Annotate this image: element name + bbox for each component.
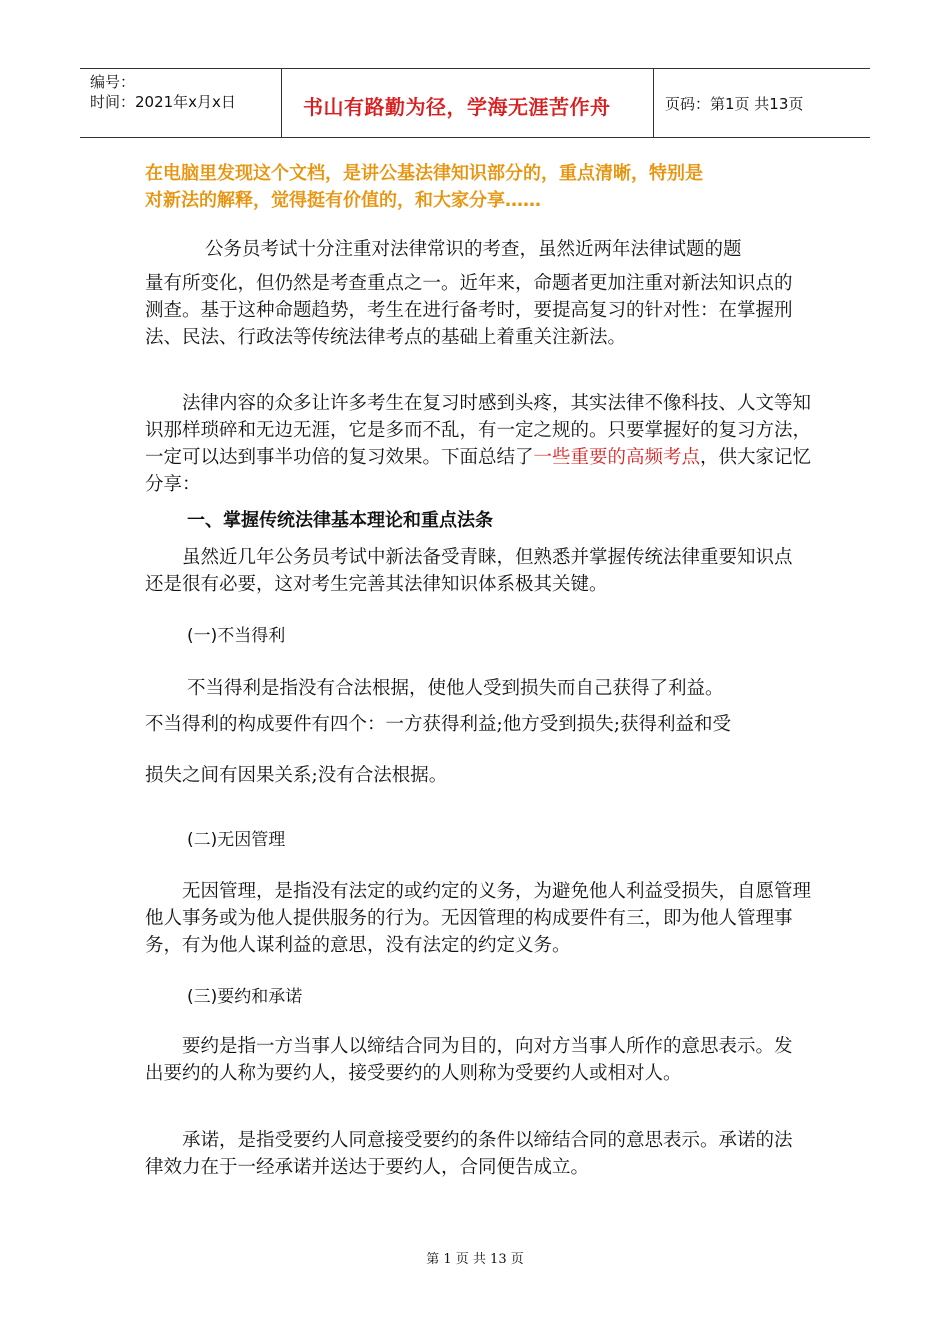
editor-note-line1: 在电脑里发现这个文档，是讲公基法律知识部分的，重点清晰，特别是 xyxy=(145,163,703,184)
time-label: 时间：2021年x月x日 xyxy=(90,93,236,111)
highlight-link-text: 一些重要的高频考点 xyxy=(533,447,701,468)
section-intro-paragraph: 虽然近几年公务员考试中新法备受青睐，但熟悉并掌握传统法律重要知识点还是很有必要，这对考生完善其法律知识体系极其关键。 xyxy=(145,547,793,595)
editor-note-line2: 对新法的解释，觉得挺有价值的，和大家分享…… xyxy=(145,190,541,211)
subheading-offer-acceptance: (三)要约和承诺 xyxy=(187,987,303,1007)
acceptance-paragraph: 承诺，是指受要约人同意接受要约的条件以缔结合同的意思表示。承诺的法律效力在于一经承诺并送达于要约人，合同便告成立。 xyxy=(145,1130,793,1178)
intro-paragraph: 量有所变化，但仍然是考查重点之一。近年来，命题者更加注重对新法知识点的测查。基于这种命题趋势，考生在进行备考时，要提高复习的针对性：在掌握刑法、民法、行政法等传统法律考点的基础上着重关注新法。 xyxy=(145,273,793,348)
header-motto-cell xyxy=(281,69,654,137)
header-meta-cell xyxy=(80,69,282,137)
unjust-enrichment-line3: 损失之间有因果关系;没有合法根据。 xyxy=(145,765,448,786)
paragraph-methods-text: 法律内容的众多让许多考生在复习时感到头疼，其实法律不像科技、人文等知识那样琐碎和无边无涯，它是多而不乱，有一定之规的。只要掌握好的复习方法，一定可以达到事半功倍的复习效果。下面总结了 xyxy=(145,393,812,468)
number-label: 编号： xyxy=(90,73,136,91)
document-header xyxy=(80,68,870,138)
negotiorum-gestio-paragraph: 无因管理，是指没有法定的或约定的义务，为避免他人利益受损失，自愿管理他人事务或为他人提供服务的行为。无因管理的构成要件有三，即为他人管理事务，有为他人谋利益的意思，没有法定的约定义务。 xyxy=(145,881,812,956)
motto-text: 书山有路勤为径，学海无涯苦作舟 xyxy=(303,95,611,119)
section-heading: 一、掌握传统法律基本理论和重点法条 xyxy=(187,510,493,531)
subheading-negotiorum-gestio: (二)无因管理 xyxy=(187,830,286,850)
unjust-enrichment-line2: 不当得利的构成要件有四个：一方获得利益;他方受到损失;获得利益和受 xyxy=(145,714,731,735)
subheading-unjust-enrichment: (一)不当得利 xyxy=(187,626,286,646)
paragraph-methods xyxy=(145,390,813,498)
intro-first-line: 公务员考试十分注重对法律常识的考查，虽然近两年法律试题的题 xyxy=(205,239,742,260)
editor-note xyxy=(145,160,805,214)
page-info: 页码：第1页 共13页 xyxy=(665,95,804,113)
offer-paragraph: 要约是指一方当事人以缔结合同为目的，向对方当事人所作的意思表示。发出要约的人称为要约人，接受要约的人则称为受要约人或相对人。 xyxy=(145,1036,793,1084)
page-footer: 第 1 页 共 13 页 xyxy=(426,1252,524,1267)
header-page-cell xyxy=(653,69,870,137)
unjust-enrichment-line1: 不当得利是指没有合法根据，使他人受到损失而自己获得了利益。 xyxy=(187,678,724,699)
paragraph-methods-tail: ，供大家记忆分享： xyxy=(145,447,812,495)
